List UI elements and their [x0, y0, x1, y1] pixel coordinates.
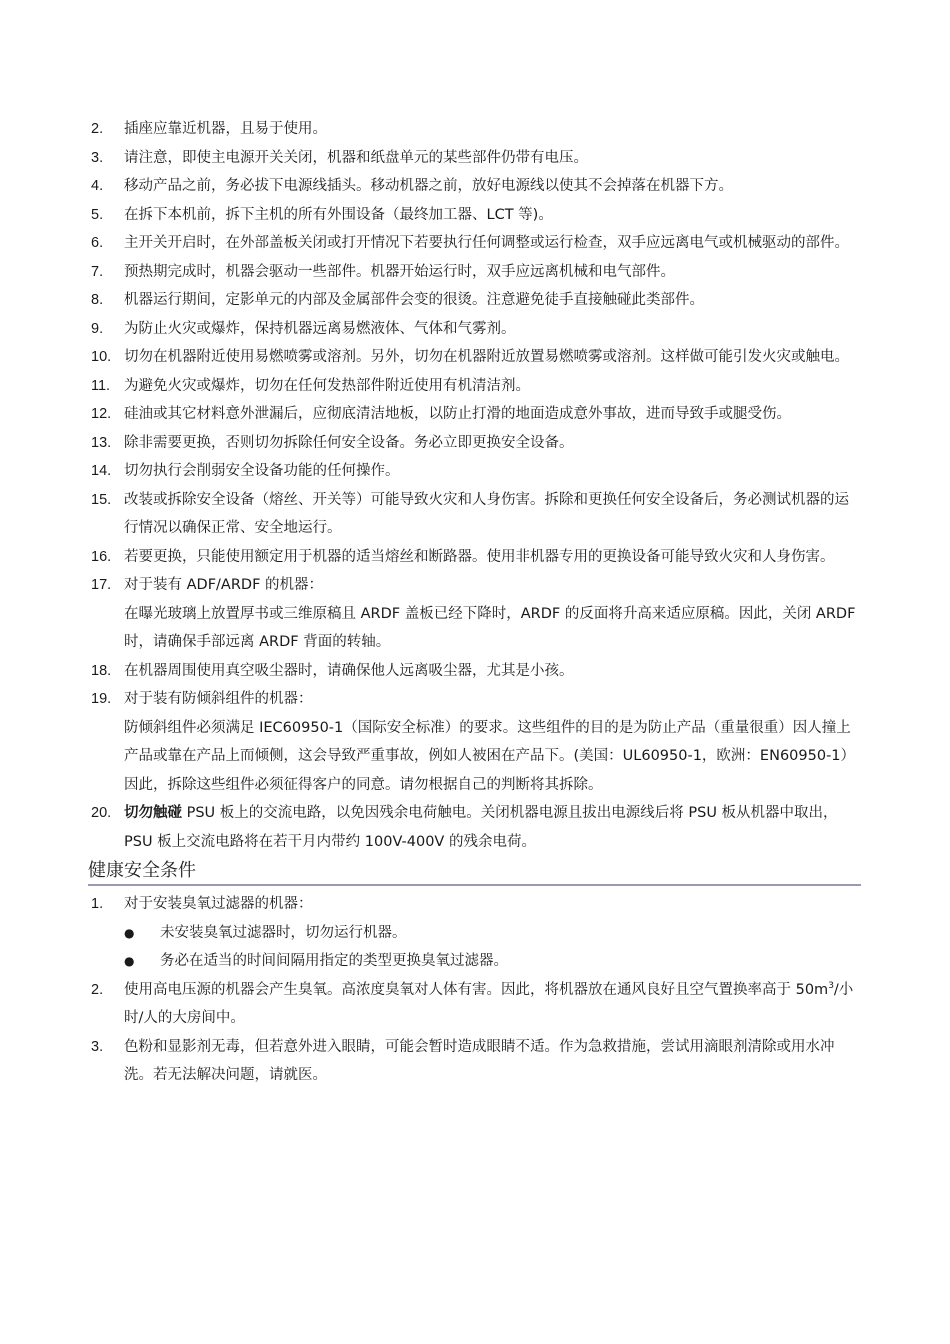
section-title-health: 健康安全条件 [88, 856, 861, 886]
list-item-text: 色粉和显影剂无毒，但若意外进入眼睛，可能会暂时造成眼睛不适。作为急救措施，尝试用滴眼剂清除或用水冲洗。若无法解决问题，请就医。 [124, 1038, 835, 1083]
list-item [0, 429, 950, 458]
list-item-text: 为避免火灾或爆炸，切勿在任何发热部件附近使用有机清洁剂。 [124, 377, 530, 394]
list-number: 2. [91, 121, 104, 137]
list-item-20 [0, 799, 950, 856]
document-page [0, 115, 950, 1090]
list-item [0, 315, 950, 344]
list-item-text: 预热期完成时，机器会驱动一些部件。机器开始运行时，双手应远离机械和电气部件。 [124, 263, 675, 280]
list-item [0, 144, 950, 173]
list-number: 5. [91, 206, 104, 223]
list-item-text: 为防止火灾或爆炸，保持机器远离易燃液体、气体和气雾剂。 [124, 320, 516, 337]
list-item-text: 插座应靠近机器，且易于使用。 [124, 121, 327, 137]
list-number: 2. [91, 981, 104, 998]
bullet-item [0, 947, 950, 976]
list-number: 12. [91, 406, 112, 422]
superscript: 3 [828, 980, 834, 991]
list-number: 19. [91, 691, 112, 707]
bullet-item [0, 919, 950, 948]
bullet-text: 务必在适当的时间间隔用指定的类型更换臭氧过滤器。 [160, 953, 508, 969]
list-item [0, 115, 950, 144]
list-number: 3. [91, 149, 104, 166]
list-number: 14. [91, 463, 112, 479]
list-item-body: 防倾斜组件必须满足 IEC60950-1（国际安全标准）的要求。这些组件的目的是为防止产品（重量很重）因人撞上产品或靠在产品上而倾侧，这会导致严重事故，例如人被困在产品下。(美国：UL60950-1，欧洲：EN60950-1） 因此，拆除这些组件必须征得客户的同意。请勿根据自己的判断将其拆除。 [124, 719, 856, 793]
list-item-text: 切勿执行会削弱安全设备功能的任何操作。 [124, 463, 400, 479]
text-part: /小时/人的大房间中。 [124, 981, 854, 1026]
list-item [0, 343, 950, 372]
list-number: 7. [91, 263, 104, 280]
health-item-2 [0, 976, 950, 1033]
list-number: 3. [91, 1038, 104, 1055]
list-item-text [124, 976, 858, 1033]
list-item-text: 若要更换，只能使用额定用于机器的适当熔丝和断路器。使用非机器专用的更换设备可能导致火灾和人身伤害。 [124, 548, 835, 565]
list-number: 8. [91, 292, 104, 308]
list-item [0, 486, 950, 543]
list-number: 6. [91, 235, 104, 251]
list-item-text: 在机器周围使用真空吸尘器时，请确保他人远离吸尘器，尤其是小孩。 [124, 662, 574, 679]
health-item-1 [0, 890, 950, 919]
list-number: 1. [91, 896, 104, 912]
list-item-heading: 对于装有防倾斜组件的机器： [124, 691, 313, 707]
bullet-icon: ● [124, 925, 135, 940]
list-number: 20. [91, 805, 112, 821]
list-item-17 [0, 571, 950, 657]
list-item-body: 在曝光玻璃上放置厚书或三维原稿且 ARDF 盖板已经下降时，ARDF 的反面将升高来适应原稿。因此，关闭 ARDF 时，请确保手部远离 ARDF 背面的转轴。 [124, 605, 856, 650]
health-list [0, 890, 950, 1090]
list-item [0, 372, 950, 401]
list-item [0, 201, 950, 230]
list-item-text: 移动产品之前，务必拔下电源线插头。移动机器之前，放好电源线以使其不会掉落在机器下方。 [124, 178, 733, 194]
text-part: 使用高电压源的机器会产生臭氧。高浓度臭氧对人体有害。因此，将机器放在通风良好且空气置换率高于 50m [124, 981, 829, 998]
list-item [0, 400, 950, 429]
list-number: 9. [91, 320, 104, 337]
list-item-19 [0, 685, 950, 799]
list-item-heading: 对于装有 ADF/ARDF 的机器： [124, 577, 324, 593]
list-item-text: 机器运行期间，定影单元的内部及金属部件会变的很烫。注意避免徒手直接触碰此类部件。 [124, 292, 704, 308]
list-item [0, 258, 950, 287]
list-number: 17. [91, 577, 112, 593]
list-number: 15. [91, 491, 112, 508]
list-item-text: 在拆下本机前，拆下主机的所有外围设备（最终加工器、LCT 等)。 [124, 206, 553, 223]
list-number: 13. [91, 434, 112, 451]
list-item [0, 286, 950, 315]
list-number: 10. [91, 349, 112, 365]
list-item-text: 切勿在机器附近使用易燃喷雾或溶剂。另外，切勿在机器附近放置易燃喷雾或溶剂。这样做可能引发火灾或触电。 [124, 349, 849, 365]
list-item-text [124, 799, 858, 856]
health-item-3 [0, 1033, 950, 1090]
list-item-text: 改装或拆除安全设备（熔丝、开关等）可能导致火灾和人身伤害。拆除和更换任何安全设备后，务必测试机器的运行情况以确保正常、安全地运行。 [124, 491, 849, 536]
list-item-text: 主开关开启时，在外部盖板关闭或打开情况下若要执行任何调整或运行检查，双手应远离电气或机械驱动的部件。 [124, 235, 849, 251]
list-number: 4. [91, 178, 104, 194]
list-item-text: 硅油或其它材料意外泄漏后，应彻底清洁地板，以防止打滑的地面造成意外事故，进而导致手或腿受伤。 [124, 406, 791, 422]
list-item-text-rest: PSU 板上的交流电路，以免因残余电荷触电。关闭机器电源且拔出电源线后将 PSU 板从机器中取出，PSU 板上交流电路将在若干月内带约 100V-400V 的残余电荷。 [124, 805, 838, 850]
list-item [0, 172, 950, 201]
emphasis-text: 切勿触碰 [124, 805, 182, 821]
list-item-18 [0, 657, 950, 686]
list-item-text: 除非需要更换，否则切勿拆除任何安全设备。务必立即更换安全设备。 [124, 434, 574, 451]
list-number: 18. [91, 662, 112, 679]
list-item-text: 请注意，即使主电源开关关闭，机器和纸盘单元的某些部件仍带有电压。 [124, 149, 588, 166]
list-item [0, 543, 950, 572]
list-item-heading: 对于安装臭氧过滤器的机器： [124, 896, 313, 912]
list-number: 11. [91, 377, 111, 394]
bullet-icon: ● [124, 954, 135, 968]
bullet-text: 未安装臭氧过滤器时，切勿运行机器。 [160, 924, 407, 941]
list-number: 16. [91, 548, 112, 565]
list-item [0, 229, 950, 258]
list-item [0, 457, 950, 486]
safety-list [0, 115, 950, 571]
